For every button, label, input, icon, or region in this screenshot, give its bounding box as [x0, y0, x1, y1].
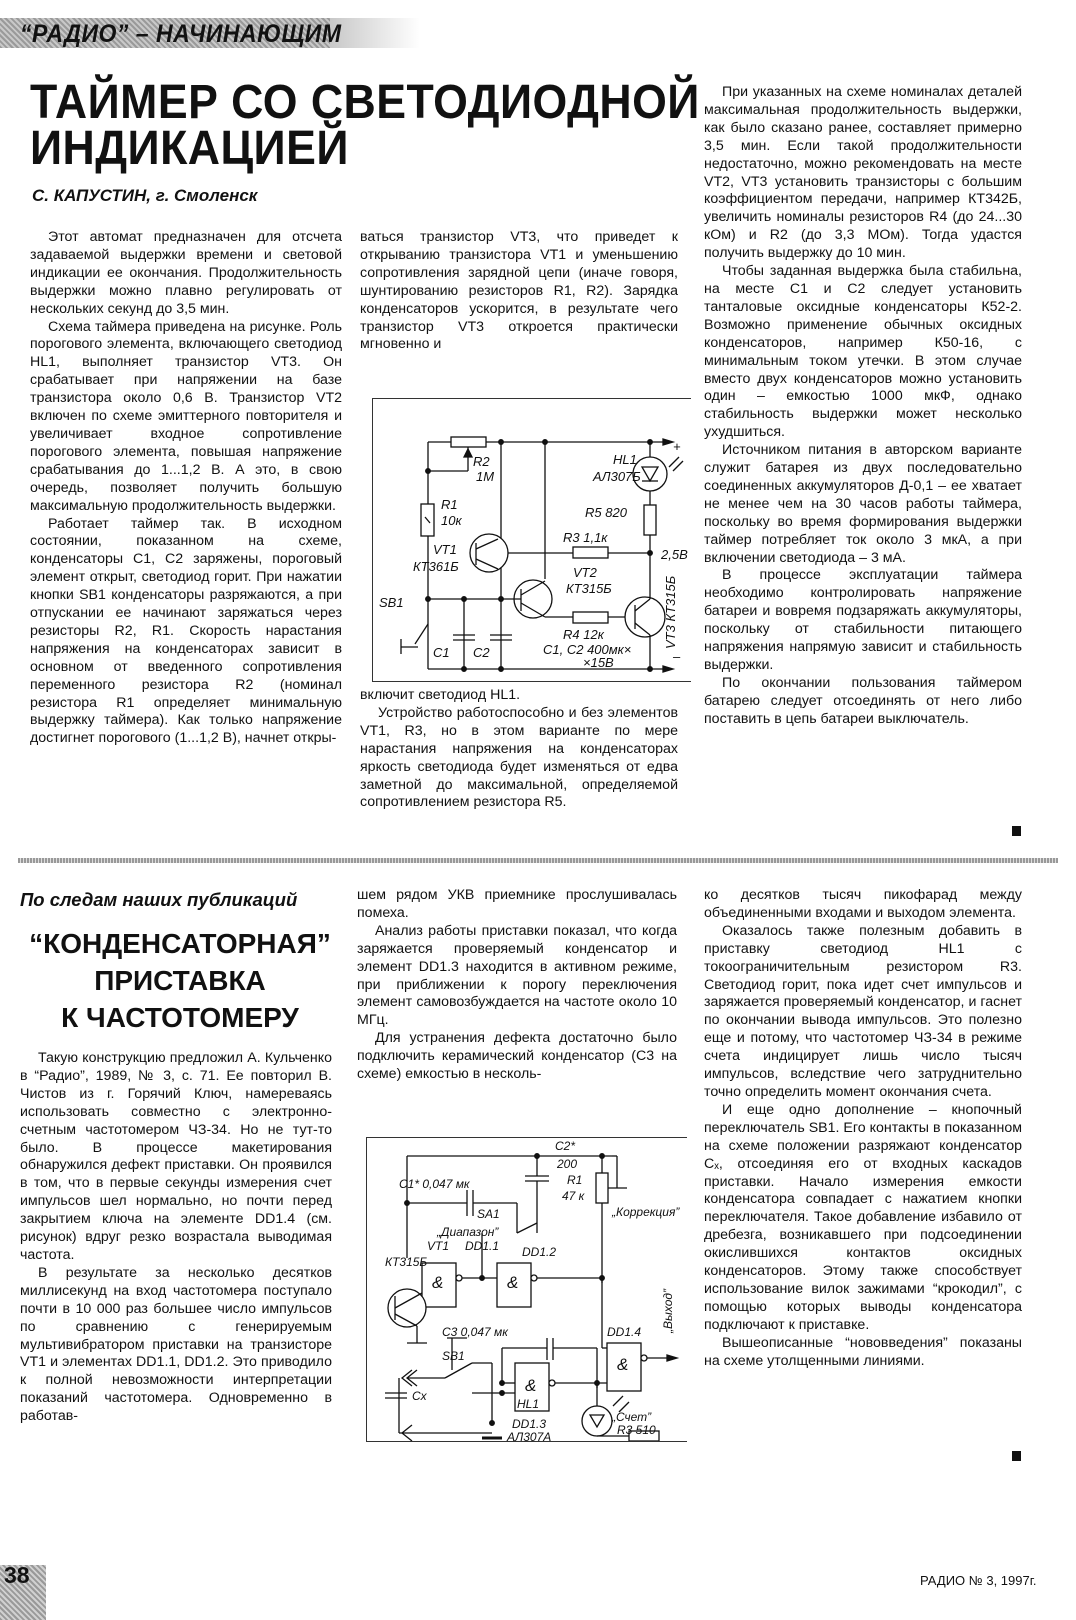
label-c2-val: 200	[557, 1157, 578, 1171]
issue-footer: РАДИО № 3, 1997г.	[920, 1573, 1037, 1588]
article1-title-line2: ИНДИКАЦИЕЙ	[30, 122, 349, 175]
label-caps-note1: C1, C2 400мк×	[543, 642, 632, 657]
label-vt1-type: КТ361Б	[413, 559, 459, 574]
label-hl1: HL1	[517, 1397, 540, 1411]
label-correction: „Коррекция”	[612, 1205, 680, 1219]
article1-title	[30, 76, 700, 175]
article2-end-mark	[1012, 1451, 1021, 1461]
paragraph: Вышеописанные “нововведения” показаны на схеме утолщенными линиями.	[704, 1334, 1022, 1369]
paragraph: В процессе эксплуатации таймера необходимо контролировать напряжение батареи и вовремя подзаряжать аккумуляторы, поскольку от стабильности питающего напряжения напрямую зависит и стабильность выдержки.	[704, 567, 1022, 673]
article1-byline: С. КАПУСТИН, г. Смоленск	[32, 186, 258, 205]
paragraph: При указанных на схеме номиналах деталей максимальная продолжительность выдержки, как было сказано ранее, составляет примерно 3,5 мин. Если такой продолжительности недостаточно, можно рекомендовать на месте VT2, VT3 установить транзисторы с большим коэффициентом передачи, например КТ342Б, увеличить номиналы резисторов R4 (до 24...30 кОм) и R2 (до 3,3 МОм). Тогда удастся получить выдержку до 10 мин.	[704, 84, 1022, 262]
label-and: &	[525, 1376, 537, 1395]
article2-title-line1: “КОНДЕНСАТОРНАЯ”	[29, 928, 331, 959]
paragraph: Оказалось также полезным добавить в приставку светодиод HL1 с токоограничительным резистором R3. Светодиод горит, пока идет счет импульсов и заряжается проверяемый конденсатор, и гаснет по окончании вывода импульсов. Это полезно еще и потому, что частотомер ЧЗ-34 в режиме счета индицирует лишь число тысяч импульсов, вследствие чего затруднительно точно определить момент окончания счета.	[704, 922, 1022, 1100]
resistor-r2	[451, 437, 486, 447]
label-vt2: VT2	[573, 565, 597, 580]
paragraph: Анализ работы приставки показал, что когда заряжается проверяемый конденсатор и элемент DD1.3 находится в активном режиме, при приближении к порогу переключения элемент самовозбуждается на частоте около 10 МГц.	[357, 922, 677, 1029]
label-c1: C1* 0,047 мк	[399, 1177, 470, 1191]
transistor-vt1	[388, 1289, 426, 1327]
section-rubric: “РАДИО” – НАЧИНАЮЩИМ	[20, 18, 342, 48]
section-divider	[18, 858, 1058, 863]
label-dd12: DD1.2	[522, 1245, 557, 1259]
arrow-minus	[663, 666, 673, 672]
label-r3: R3 1,1к	[563, 530, 608, 545]
label-r5: R5 820	[585, 505, 627, 520]
page-number: 38	[4, 1562, 30, 1588]
label-r2: R2	[473, 454, 490, 469]
label-sb1: SB1	[442, 1349, 465, 1363]
resistor-r1	[596, 1173, 608, 1203]
label-and: &	[617, 1355, 629, 1374]
label-r3: R3 510	[617, 1423, 656, 1437]
switch-sa1	[517, 1223, 537, 1233]
label-dd14: DD1.4	[607, 1325, 642, 1339]
attachment-schematic	[366, 1137, 687, 1442]
label-hl1-type: АЛ307А	[507, 1430, 552, 1441]
paragraph: Схема таймера приведена на рисунке. Роль порогового элемента, включающего светодиод HL1, выполняет транзистор VT3. Он срабатывает при напряжении на базе транзистора около 0,6 В. Транзистор VT2 включен по схеме эмиттерного повторителя и увеличивает входное сопротивление порогового элемента, повышая напряжение срабатывания до 1...1,2 В. А это, в свою очередь, позволяет получить большую максимальную продолжительность выдержки.	[30, 318, 342, 514]
paragraph: включит светодиод HL1.	[360, 687, 521, 703]
paragraph: шем рядом УКВ приемнике прослушивалась помеха.	[357, 887, 677, 921]
label-vt1: VT1	[427, 1239, 450, 1253]
paragraph: По окончании пользования таймером батарею следует отсоединять от него либо поставить в цепь батареи выключатель.	[704, 674, 1022, 727]
paragraph: ко десятков тысяч пикофарад между объединенными входами и выходом элемента.	[704, 887, 1022, 921]
label-sb1: SB1	[379, 595, 404, 610]
timer-schematic	[372, 398, 691, 682]
article2-column2	[357, 887, 677, 1084]
paragraph: Для устранения дефекта достаточно было подключить керамический конденсатор (С3 на схеме) емкостью в несколь-	[357, 1030, 677, 1083]
paragraph: ваться транзистор VT3, что приведет к открыванию транзистора VT1 и уменьшению сопротивления зарядной цепи (иначе говоря, шунтированию резисторов R1, R2). Зарядка конденсаторов ускорится, в результате чего транзистор VT3 откроется практически мгновенно и	[360, 229, 678, 353]
resistor-r3	[573, 547, 608, 558]
label-dd13: DD1.3	[512, 1417, 547, 1431]
label-r1: R1	[567, 1173, 583, 1187]
led-hl1	[582, 1406, 612, 1436]
article1-column3	[704, 84, 1022, 729]
arrow-output	[667, 1355, 677, 1361]
label-r1: R1	[441, 497, 458, 512]
label-c3: C3 0,047 мк	[442, 1325, 508, 1339]
label-range: „Диапазон”	[437, 1225, 499, 1239]
label-voltage: 2,5В	[661, 547, 688, 562]
label-caps-note2: ×15В	[583, 655, 614, 670]
label-r2-val: 1М	[476, 469, 495, 484]
paragraph: Такую конструкцию предложил А. Кульченко в “Радио”, 1989, № 3, с. 71. Ее повторил В. Чистов из г. Горячий Ключ, намереваясь использовать совместно с электронно-счетным частотомером ЧЗ-34. Но не тут-то было. В процессе макетирования обнаружился дефект приставки. Он проявился в том, что в первые секунды измерения счет импульсов шел нормально, но почти перед закрытием ключа на элементе DD1.4 (см. рисунок) вдруг резко возрастала выводимая частота.	[20, 1050, 332, 1263]
label-r1-val: 10к	[441, 513, 462, 528]
label-vt2-type: КТ315Б	[566, 581, 612, 596]
label-hl1-type: АЛ307Б	[593, 469, 641, 484]
label-vt1: VT1	[433, 542, 457, 557]
paragraph: В результате за несколько десятков миллисекунд на вход частотомера поступало почти в 10 000 раз большее число импульсов по сравнению с генерируемым мультивибратором приставки на транзисторе VT1 и элементах DD1.1, DD1.2. Это приводило к полной невозможности интерпретации показаний частотомера. Одновременно в работав-	[20, 1264, 332, 1425]
label-vt1-type: КТ315Б	[385, 1255, 428, 1269]
rubric-band-fade	[330, 18, 420, 48]
article1-column2-top	[360, 229, 678, 354]
article2-column3	[704, 887, 1022, 1370]
label-c1: C1	[433, 645, 450, 660]
article1-column2-bottom	[360, 687, 678, 812]
article1-end-mark	[1012, 826, 1021, 836]
paragraph: Устройство работоспособно и без элементов VT1, R3, но в этом варианте по мере нарастания напряжения на конденсаторах яркость светодиода будет изменяться от едва заметной до максимальной, определяемой сопротивлением резистора R5.	[360, 704, 678, 811]
label-plus: +	[673, 439, 681, 454]
paragraph: Работает таймер так. В исходном состоянии, показанном на схеме, конденсаторы С1, С2 заряжены, пороговый элемент открыт, светодиод горит. При нажатии кнопки SB1 конденсаторы разряжаются, а при отпускании ее начинают заряжаться через резисторы R2, R1. Скорость нарастания напряжения на конденсаторах зависит в основном от введенного сопротивления переменного резистора R2 (номинал резистора R1 определяет минимальную выдержку таймера). Как только напряжение достигнет порогового (1...1,2 В), начнет откры-	[30, 515, 342, 747]
label-hl1: HL1	[613, 452, 637, 467]
label-r4: R4 12к	[563, 627, 604, 642]
label-r1-val: 47 к	[562, 1189, 585, 1203]
resistor-r5	[644, 505, 656, 535]
label-minus: –	[673, 649, 681, 664]
label-vt3: VT3 КТ315Б	[663, 575, 678, 649]
article1-title-line1: ТАЙМЕР СО СВЕТОДИОДНОЙ	[30, 76, 700, 129]
label-cx: Cx	[412, 1389, 427, 1403]
label-c2: C2*	[555, 1139, 576, 1153]
label-c2: C2	[473, 645, 490, 660]
article2-column1	[20, 1050, 332, 1426]
paragraph: И еще одно дополнение – кнопочный переключатель SB1. Его контакты в показанном на схеме положении разряжают конденсатор Cₓ, отсоединяя его от входных каскадов приставки. Начало измерения емкости конденсатора совпадает с нажатием кнопки переключателя. Такое добавление избавило от дребезга, возникавшего при подсоединении окислившихся контактов оксидных конденсаторов. Этому также способствует использование вилок зажимами “крокодил”, с помощью которых выводы конденсатора подключают к приставке.	[704, 1101, 1022, 1333]
label-and: &	[432, 1273, 444, 1292]
article2-title-line2: ПРИСТАВКА	[94, 965, 266, 996]
article1-column1	[30, 229, 342, 748]
paragraph: Источником питания в авторском варианте служит батарея из двух последовательно соединенных аккумуляторов Д-0,1 – ее хватает не менее чем на 30 часов работы таймера, поскольку во время формирования выдержки таймер потребляет ток около 3 мкА, а при включении светодиода – 3 мА.	[704, 442, 1022, 566]
label-count: „Счет”	[612, 1410, 652, 1424]
article2-title	[20, 925, 340, 1036]
switch-sb1	[415, 624, 428, 644]
arrow-plus	[663, 439, 673, 445]
resistor-r4	[573, 612, 608, 623]
label-dd11: DD1.1	[465, 1239, 500, 1253]
label-and: &	[507, 1273, 519, 1292]
paragraph: Этот автомат предназначен для отсчета задаваемой выдержки времени и световой индикации ее окончания. Продолжительность выдержки можно плавно регулировать от нескольких секунд до 3,5 мин.	[30, 229, 342, 317]
switch-sb1	[445, 1363, 472, 1378]
article2-rubric: По следам наших публикаций	[20, 889, 298, 910]
label-sa1: SA1	[477, 1207, 500, 1221]
paragraph: Чтобы заданная выдержка была стабильна, на месте С1 и С2 следует установить танталовые оксидные конденсаторы К52-2. Возможно применение обычных оксидных конденсаторов, например К50-16, с минимальным током утечки. В этом случае вместо двух конденсаторов можно установить один – емкостью 1000 мкФ, однако стабильность выдержки может несколько ухудшиться.	[704, 263, 1022, 441]
article2-title-line3: К ЧАСТОТОМЕРУ	[61, 1002, 299, 1033]
label-output: „Выход”	[661, 1289, 675, 1333]
